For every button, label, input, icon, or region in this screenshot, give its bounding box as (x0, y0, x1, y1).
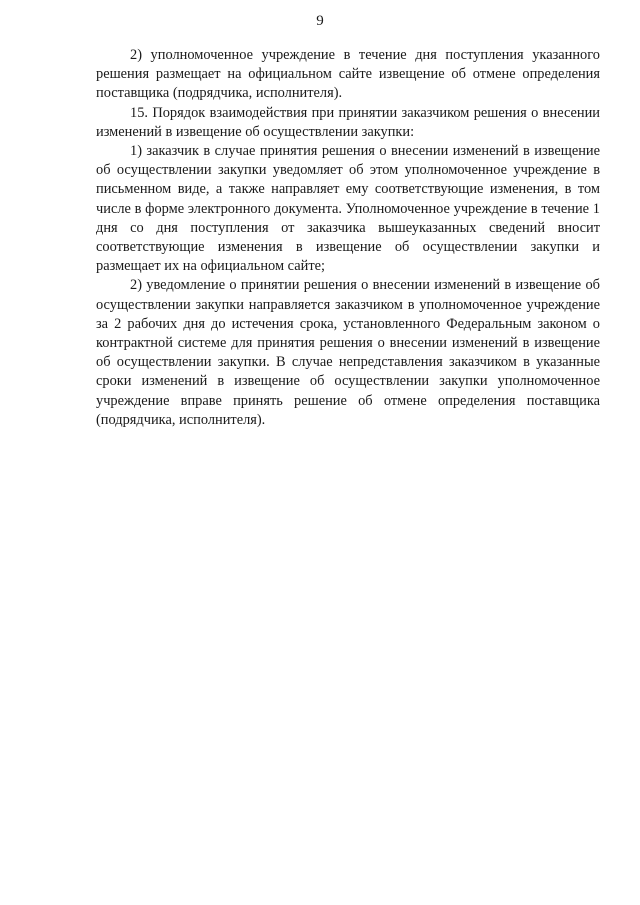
paragraph-item-2-notification: 2) уведомление о принятии решения о внесении изменений в извещение об осуществлении закупки направляется заказчиком в уполномоченное учреждение за 2 рабочих дня до истечения срока, установленного Федеральным законом о контрактной системе для принятия решения о внесении изменений в извещение об осуществлении закупки. В случае непредставления заказчиком в указанные сроки изменений в извещение об осуществлении закупки уполномоченное учреждение вправе принять решение об отмене определения поставщика (подрядчика, исполнителя). (96, 277, 600, 428)
document-body (96, 46, 600, 430)
page-number: 9 (316, 13, 324, 29)
paragraph-section-15: 15. Порядок взаимодействия при принятии заказчиком решения о внесении изменений в извещение об осуществлении закупки: (96, 104, 600, 140)
paragraph-item-1-customer: 1) заказчик в случае принятия решения о внесении изменений в извещение об осуществлении закупки уведомляет об этом уполномоченное учреждение в письменном виде, а также направляет ему соответствующие изменения, в том числе в форме электронного документа. Уполномоченное учреждение в течение 1 дня со дня поступления от заказчика вышеуказанных сведений вносит соответствующие изменения в извещение об осуществлении закупки и размещает их на официальном сайте; (96, 143, 600, 275)
paragraph-item-2-cancellation: 2) уполномоченное учреждение в течение дня поступления указанного решения размещает на официальном сайте извещение об отмене определения поставщика (подрядчика, исполнителя). (96, 47, 600, 102)
